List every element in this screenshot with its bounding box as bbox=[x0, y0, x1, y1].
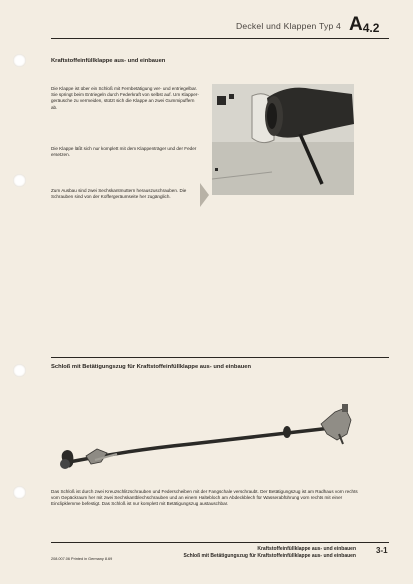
section2-heading: Schloß mit Betätigungszug für Kraftstoffeinfüllklappe aus- und einbauen bbox=[51, 364, 251, 370]
footer-rule bbox=[51, 542, 389, 543]
section-code-letter: A bbox=[349, 14, 363, 35]
fuel-flap-photo bbox=[212, 84, 354, 195]
section1-paragraph2: Die Klappe läßt sich nur komplett mit dem Klappenträger und der Feder ersetzen. bbox=[51, 146, 197, 158]
binder-hole bbox=[13, 174, 26, 187]
arrow-pointer-icon bbox=[200, 183, 209, 207]
lock-cable-photo bbox=[51, 404, 362, 486]
binder-hole bbox=[13, 364, 26, 377]
page-number: 3-1 bbox=[376, 546, 388, 555]
section1-paragraph1: Die Klappe ist über ein Schloß mit Fernbetätigung ver- und entriegelbar. Sie springt beim Entriegeln durch Federkraft von selbst auf. Um Klappergeräusche zu vermeiden, stützt sich die Klappe an zwei Gummipuffern ab. bbox=[51, 86, 199, 110]
print-info: 208.007.06 Printed in Germany 8.69 bbox=[51, 557, 113, 561]
section1-paragraph3: Zum Ausbau sind zwei Sechskantmuttern herauszuschrauben. Die Schrauben sind von der Koffergeräumseite her zugänglich. bbox=[51, 188, 187, 200]
footer-line2: Schloß mit Betätigungszug für Kraftstoffeinfüllklappe aus- und einbauen bbox=[183, 553, 356, 559]
binder-hole bbox=[13, 54, 26, 67]
header-title: Deckel und Klappen Typ 4 bbox=[236, 21, 341, 31]
section-rule bbox=[51, 357, 389, 358]
section2-paragraph: Das Schloß ist durch zwei Kreuzschlitzschrauben und Federscheiben mit der Fangschale verschraubt. Der Betätigungszug ist am Radhaus vorn rechts vom Gepäckraum her mit zwei Sechskantblechschrauben und an einem Haltebloch am Abdeckblech für Wasserabführung vorn rechts mit einer Einclipklemme befestigt. Das Schloß ist nur komplett mit Betätigungszug austauschbar. bbox=[51, 489, 358, 507]
section-code bbox=[349, 14, 379, 36]
section-code-number: 4.2 bbox=[362, 21, 380, 35]
section1-heading: Kraftstoffeinfüllklappe aus- und einbauen bbox=[51, 58, 166, 64]
footer-line1: Kraftstoffeinfüllklappe aus- und einbauen bbox=[257, 546, 356, 552]
header-rule bbox=[51, 38, 389, 39]
binder-hole bbox=[13, 486, 26, 499]
